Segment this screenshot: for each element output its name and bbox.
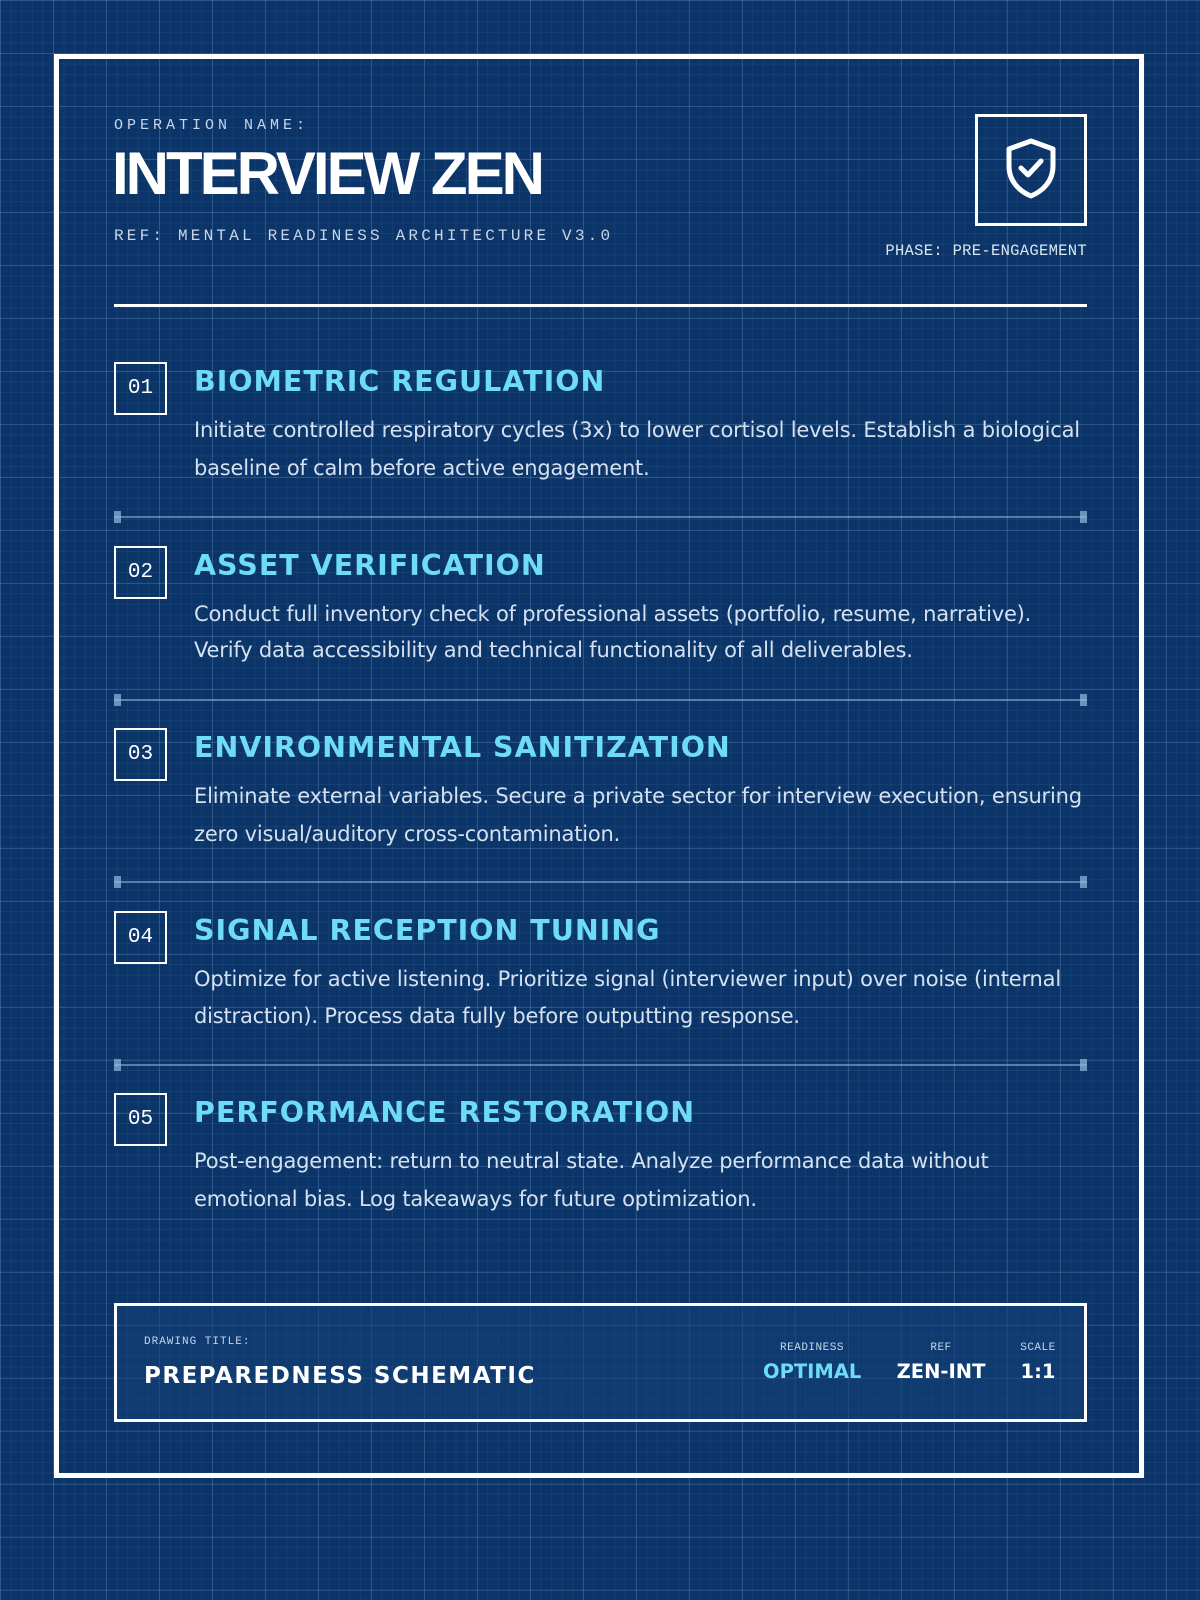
shield-check-icon: [1003, 136, 1059, 205]
reference-line: REF: MENTAL READINESS ARCHITECTURE V3.0: [114, 227, 614, 245]
step-description: Optimize for active listening. Prioritize signal (interviewer input) over noise (internal distraction). Process data fully before outputting response.: [194, 967, 1061, 1028]
operation-name-label: OPERATION NAME:: [114, 117, 310, 134]
step-number: 03: [114, 728, 167, 781]
header-divider: [114, 304, 1087, 307]
step-title: SIGNAL RECEPTION TUNING: [194, 914, 661, 947]
section-divider: [114, 511, 1087, 523]
step-number: 01: [114, 362, 167, 415]
section-divider: [114, 1059, 1087, 1071]
step-number: 02: [114, 546, 167, 599]
readiness-field: [763, 1342, 861, 1383]
phase-label: PHASE: PRE-ENGAGEMENT: [885, 242, 1087, 260]
outer-frame: [54, 54, 1144, 1478]
scale-field: [1003, 1342, 1073, 1383]
readiness-value: OPTIMAL: [763, 1360, 862, 1383]
step-title: ASSET VERIFICATION: [194, 549, 546, 582]
page-title: INTERVIEW ZEN: [112, 140, 542, 207]
step-title: ENVIRONMENTAL SANITIZATION: [194, 731, 731, 764]
drawing-title-label: DRAWING TITLE:: [144, 1336, 251, 1348]
step-title: PERFORMANCE RESTORATION: [194, 1096, 696, 1129]
ref-value: ZEN-INT: [896, 1360, 986, 1383]
section-divider: [114, 694, 1087, 706]
step-number: 05: [114, 1093, 167, 1146]
section-divider: [114, 876, 1087, 888]
readiness-label: READINESS: [780, 1342, 844, 1354]
ref-label: REF: [930, 1342, 952, 1354]
drawing-title: PREPAREDNESS SCHEMATIC: [144, 1363, 536, 1389]
ref-field: [892, 1342, 990, 1383]
step-description: Post-engagement: return to neutral state. Analyze performance data without emotional bias. Log takeaways for future optimization.: [194, 1149, 989, 1211]
step-description: Eliminate external variables. Secure a private sector for interview execution, ensuring zero visual/auditory cross-contamination.: [194, 784, 1082, 846]
step-number: 04: [114, 911, 167, 964]
step-description: Initiate controlled respiratory cycles (3x) to lower cortisol levels. Establish a biological baseline of calm before active engagement.: [194, 418, 1080, 480]
badge-box: [975, 114, 1087, 226]
drawing-title-block: [114, 1303, 1087, 1422]
scale-value: 1:1: [1020, 1360, 1056, 1383]
step-description: Conduct full inventory check of professional assets (portfolio, resume, narrative). Verify data accessibility and technical functionality of all deliverables.: [194, 602, 1032, 662]
step-title: BIOMETRIC REGULATION: [194, 365, 606, 398]
scale-label: SCALE: [1020, 1342, 1056, 1354]
